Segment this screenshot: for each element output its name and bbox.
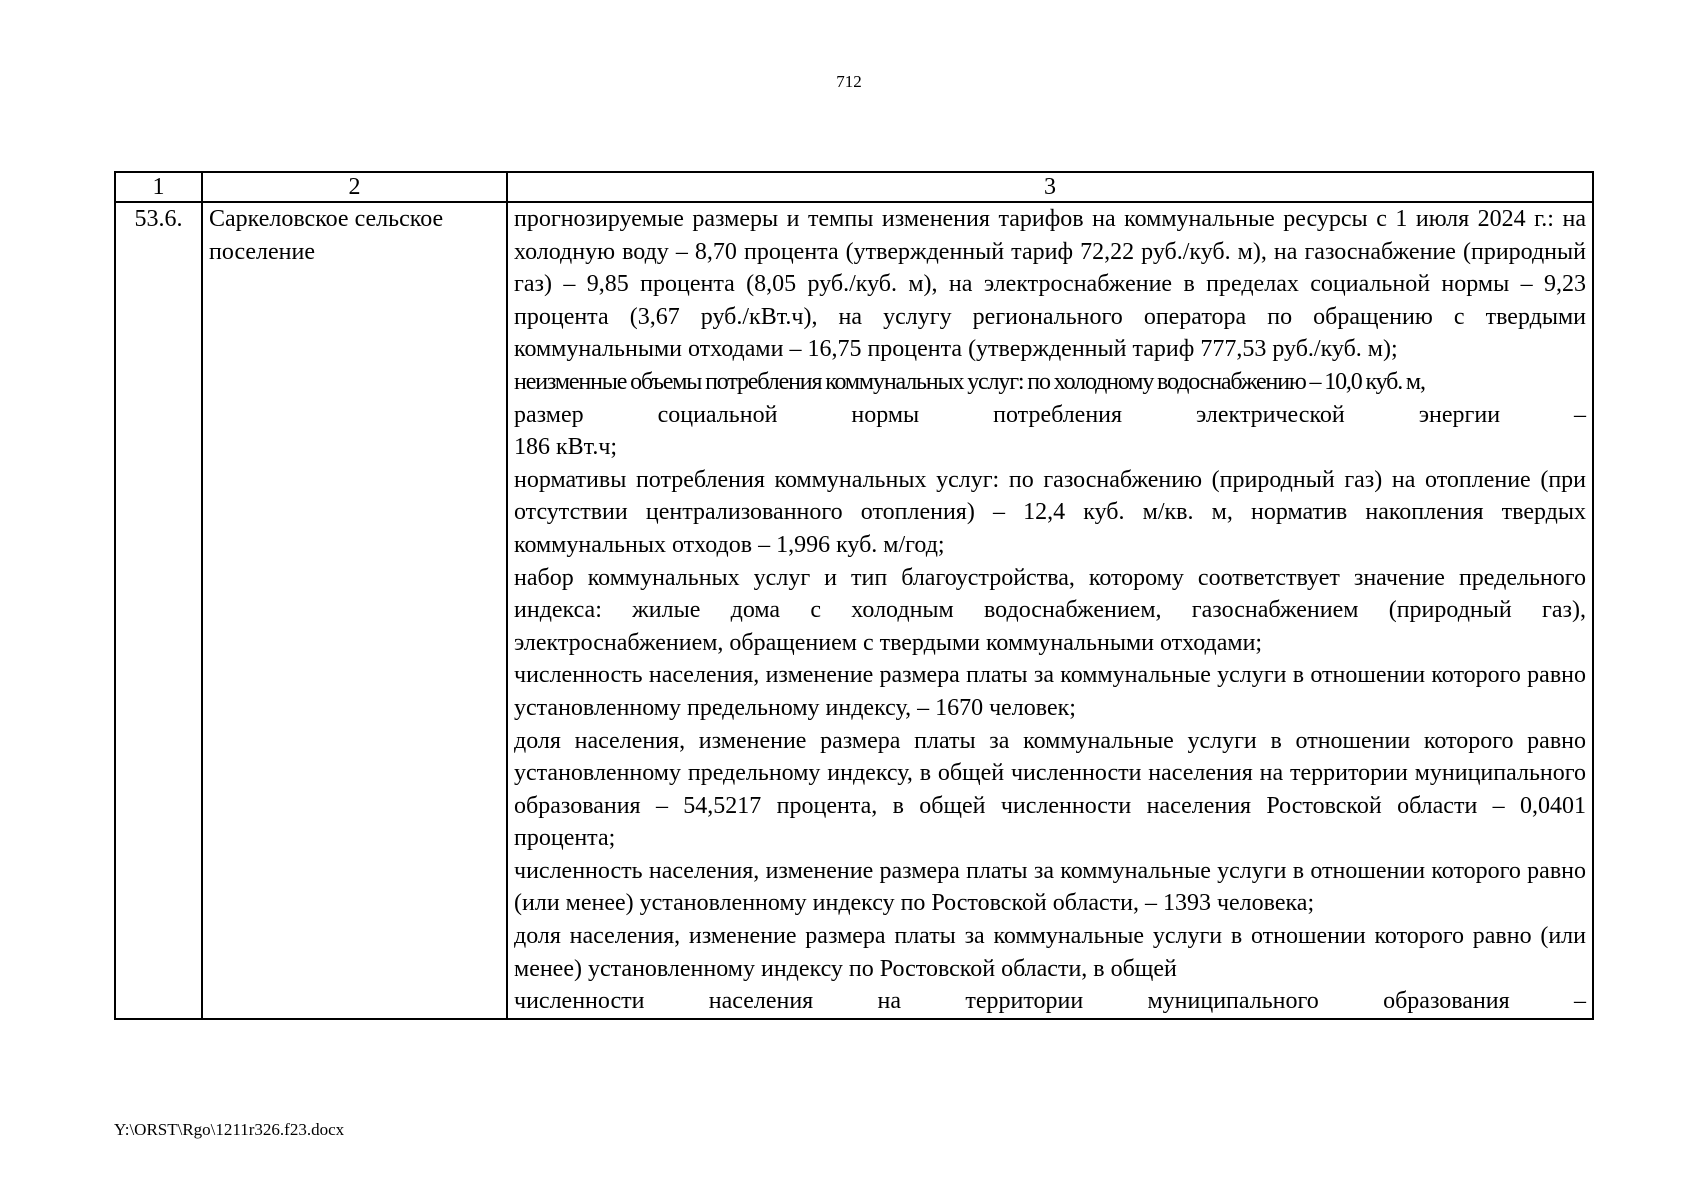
tariff-table xyxy=(114,171,1594,1020)
paragraph-volumes-cont: размер социальной нормы потребления электрической энергии – xyxy=(514,401,1586,428)
paragraph-population-share-regional-cont: численности населения на территории муниципального образования – xyxy=(514,988,1586,1015)
column-header-1: 1 xyxy=(115,172,202,202)
table-row xyxy=(115,202,1593,1019)
paragraph-population-share: доля населения, изменение размера платы за коммунальные услуги в отношении которого равно установленному предельному индексу, в общей численности населения на территории муниципального образования – 54,5217 процента, в общей численности населения Ростовской области – 0,0401 процента; xyxy=(514,727,1586,852)
column-header-3: 3 xyxy=(507,172,1593,202)
footer-file-path: Y:\ORST\Rgo\1211r326.f23.docx xyxy=(114,1120,345,1139)
paragraph-volumes-end: 186 кВт.ч; xyxy=(514,434,618,461)
paragraph-volumes: неизменные объемы потребления коммунальных услуг: по холодному водоснабжению – 10,0 куб. м, xyxy=(514,368,1425,395)
indicators-cell xyxy=(507,202,1593,1019)
column-header-2: 2 xyxy=(202,172,507,202)
paragraph-population-count: численность населения, изменение размера платы за коммунальные услуги в отношении которого равно установленному предельному индексу, – 1670 человек; xyxy=(514,662,1586,721)
paragraph-services-set: набор коммунальных услуг и тип благоустройства, которому соответствует значение предельного индекса: жилые дома с холодным водоснабжением, газоснабжением (природный газ), электроснабжением, обращением с твердыми коммунальными отходами; xyxy=(514,564,1586,656)
paragraph-norms: нормативы потребления коммунальных услуг: по газоснабжению (природный газ) на отопление (при отсутствии централизованного отопления) – 12,4 куб. м/кв. м, норматив накопления твердых коммунальных отходов – 1,996 куб. м/год; xyxy=(514,466,1586,558)
paragraph-population-share-regional: доля населения, изменение размера платы за коммунальные услуги в отношении которого равно (или менее) установленному индексу по Ростовской области, в общей xyxy=(514,923,1586,982)
settlement-name: Саркеловское сельское поселение xyxy=(202,202,507,1019)
paragraph-population-count-regional: численность населения, изменение размера платы за коммунальные услуги в отношении которого равно (или менее) установленному индексу по Ростовской области, – 1393 человека; xyxy=(514,857,1586,917)
paragraph-tariffs: прогнозируемые размеры и темпы изменения тарифов на коммунальные ресурсы с 1 июля 2024 г.: на холодную воду – 8,70 процента (утвержденный тариф 72,22 руб./куб. м), на газоснабжение (природный газ) – 9,85 процента (8,05 руб./куб. м), на электроснабжение в пределах социальной нормы – 9,23 процента (3,67 руб./кВт.ч), на услугу регионального оператора по обращению с твердыми коммунальными отходами – 16,75 процента (утвержденный тариф 777,53 руб./куб. м); xyxy=(514,206,1586,363)
page-number: 712 xyxy=(836,72,862,91)
row-number: 53.6. xyxy=(115,202,202,1019)
table-header-row xyxy=(115,172,1593,202)
